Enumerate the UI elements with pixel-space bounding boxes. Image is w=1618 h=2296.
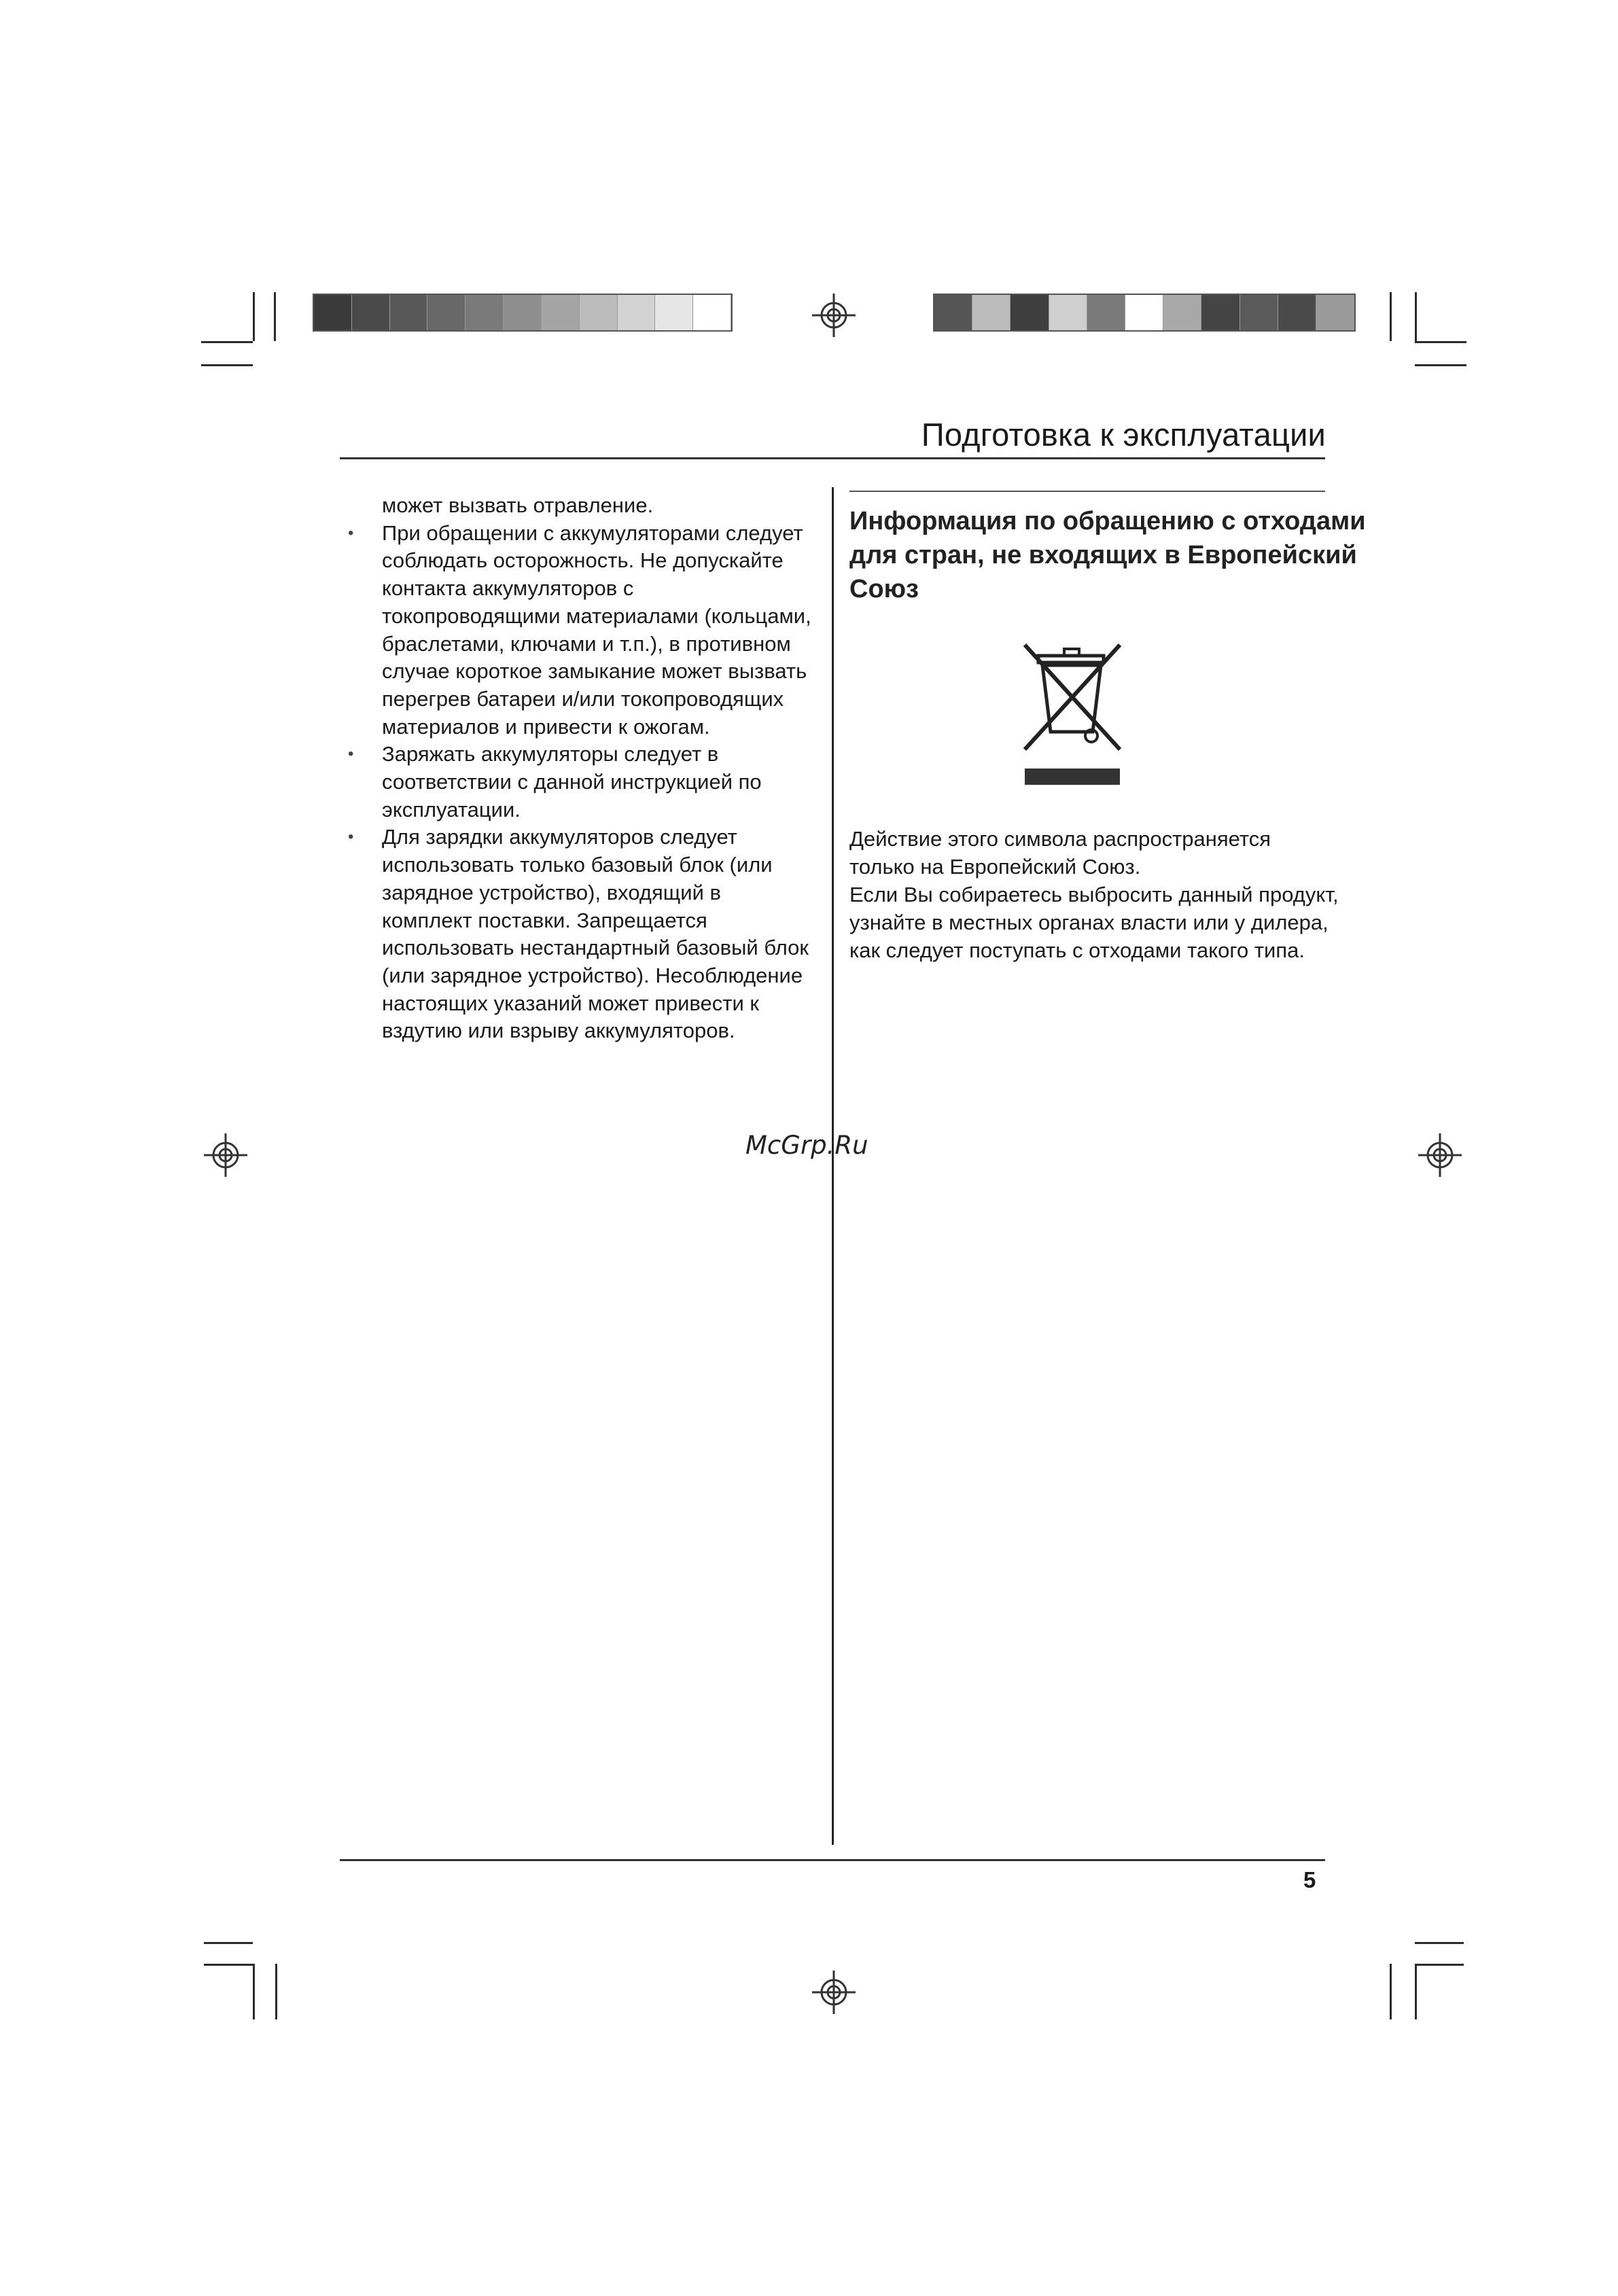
list-item: • При обращении с аккумуляторами следует соблюдать осторожность. Не допускайте контакта аккумуляторов с токопроводящими материалами (кольцами, браслетами, ключами и т.п.), в противном случае короткое замыкание может вызвать перегрев батареи и/или токопроводящих материалов и привести к ожогам. bbox=[382, 520, 815, 741]
footer-rule bbox=[340, 1859, 1325, 1861]
crop-mark bbox=[1390, 1964, 1392, 2019]
disposal-paragraph: Если Вы собираетесь выбросить данный продукт, узнайте в местных органах власти или у дилера, как следует поступать с отходами такого типа. bbox=[849, 883, 1339, 962]
crop-mark bbox=[1390, 292, 1392, 341]
color-bar-right bbox=[933, 294, 1356, 332]
color-bar-left bbox=[313, 294, 733, 332]
crop-mark bbox=[253, 292, 255, 341]
left-column bbox=[340, 492, 815, 1045]
registration-mark-icon bbox=[1418, 1133, 1462, 1177]
registration-mark-icon bbox=[812, 294, 856, 337]
eu-symbol-paragraph: Действие этого символа распространяется только на Европейский Союз. bbox=[849, 827, 1271, 879]
crop-mark bbox=[1415, 1942, 1464, 1944]
crop-mark bbox=[1415, 1964, 1464, 1966]
list-item: • Для зарядки аккумуляторов следует использовать только базовый блок (или зарядное устройство), входящий в комплект поставки. Запрещается использовать нестандартный базовый блок (или зарядное устройство). Несоблюдение настоящих указаний может привести к вздутию или взрыву аккумуляторов. bbox=[382, 824, 815, 1045]
list-item: • Заряжать аккумуляторы следует в соответствии с данной инструкцией по эксплуатации. bbox=[382, 741, 815, 824]
crossed-out-wheelie-bin-icon bbox=[1011, 635, 1133, 792]
crop-mark bbox=[253, 1964, 255, 2019]
registration-mark-icon bbox=[204, 1133, 247, 1177]
lead-text: может вызвать отравление. bbox=[382, 493, 654, 517]
registration-mark-icon bbox=[812, 1971, 856, 2014]
crop-mark bbox=[1415, 292, 1417, 341]
page-number: 5 bbox=[1303, 1867, 1316, 1892]
crop-mark bbox=[204, 1964, 253, 1966]
crop-mark bbox=[275, 1964, 277, 2019]
crop-mark bbox=[1415, 1964, 1417, 2019]
safety-bullet-list bbox=[340, 520, 815, 1045]
section-title: Подготовка к эксплуатации bbox=[921, 417, 1326, 453]
right-column-top-rule bbox=[849, 491, 1325, 492]
section-heading: Информация по обращению с отходами для стран, не входящих в Европейский Союз bbox=[849, 507, 1366, 603]
crop-mark bbox=[274, 292, 276, 341]
crop-mark bbox=[201, 364, 253, 366]
crop-mark bbox=[201, 341, 253, 343]
right-column-body bbox=[849, 825, 1339, 964]
crop-mark bbox=[1415, 364, 1466, 366]
crop-mark bbox=[204, 1942, 253, 1944]
header-rule bbox=[340, 457, 1325, 459]
column-divider bbox=[832, 487, 834, 1845]
watermark-text: McGrp.Ru bbox=[745, 1131, 868, 1160]
crop-mark bbox=[1415, 341, 1466, 343]
